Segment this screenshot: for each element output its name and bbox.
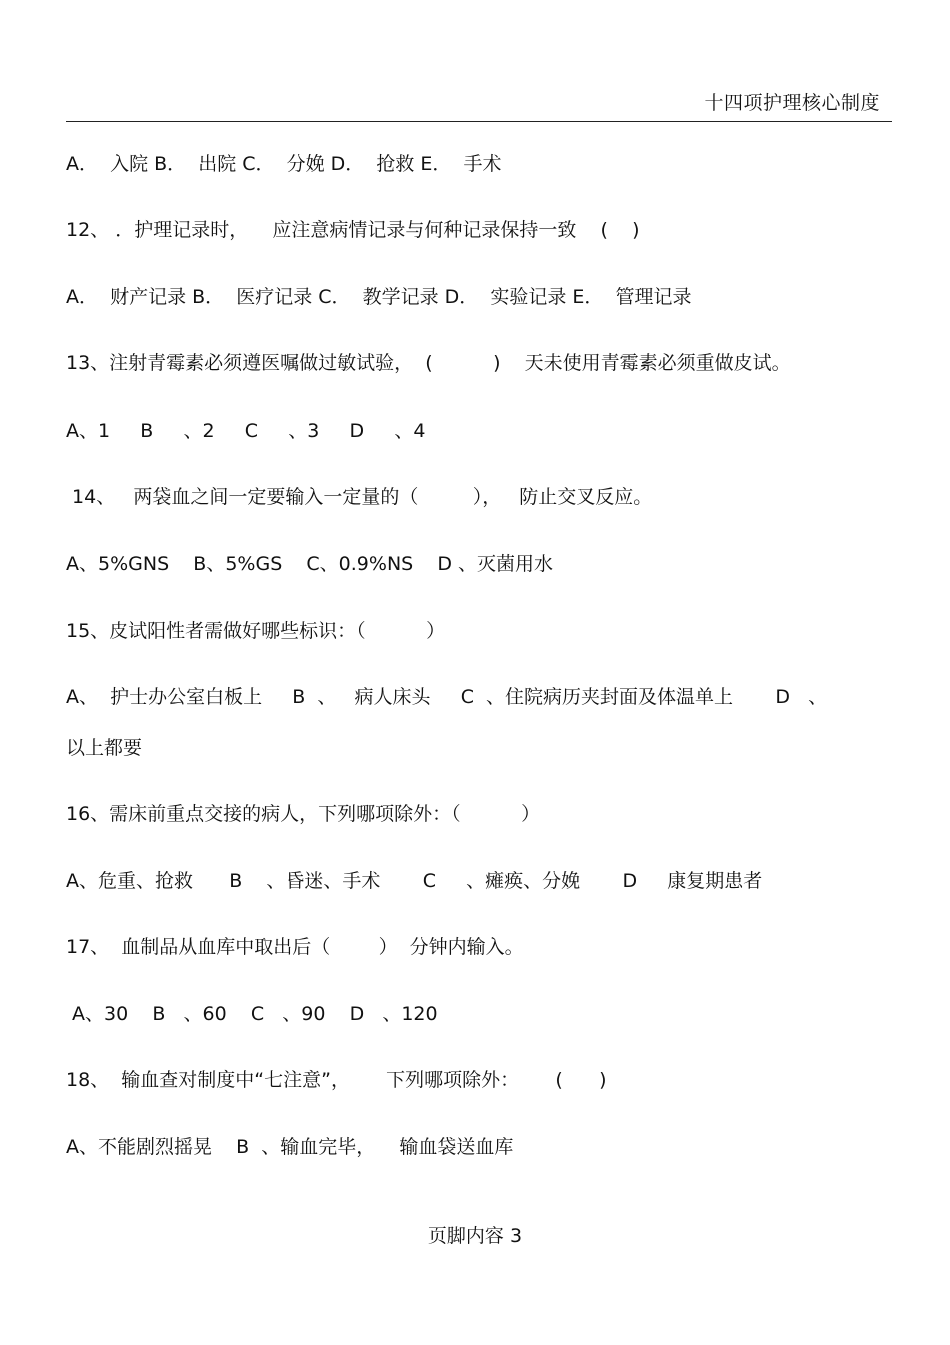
page-header-title: 十四项护理核心制度: [704, 92, 880, 114]
option-line-q13: A、1 B 、2 C 、3 D 、4: [66, 420, 426, 442]
option-line-q18: A、不能剧烈摇晃 B 、输血完毕， 输血袋送血库: [66, 1136, 514, 1158]
question-16: 16、需床前重点交接的病人，下列哪项除外：（ ）: [66, 803, 541, 825]
option-line-q16: A、危重、抢救 B 、昏迷、手术 C 、瘫痪、分娩 D 康复期患者: [66, 870, 763, 892]
option-line-q12: A． 财产记录 B． 医疗记录 C． 教学记录 D． 实验记录 E． 管理记录: [66, 286, 692, 308]
option-line-q15: A、 护士办公室白板上 B 、 病人床头 C 、住院病历夹封面及体温单上 D 、: [66, 686, 828, 708]
question-17: 17、 血制品从血库中取出后（ ） 分钟内输入。: [66, 936, 524, 958]
page-footer: 页脚内容 3: [427, 1225, 523, 1247]
option-line-q17: A、30 B 、60 C 、90 D 、120: [66, 1003, 438, 1025]
option-line-q15-cont: 以上都要: [66, 737, 143, 759]
question-14: 14、 两袋血之间一定要输入一定量的（ ）， 防止交叉反应。: [66, 486, 653, 508]
option-line-q14: A、5%GNS B、5%GS C、0.9%NS D 、灭菌用水: [66, 553, 554, 575]
option-line-q11: A． 入院 B． 出院 C． 分娩 D． 抢救 E． 手术: [66, 153, 502, 175]
header-divider: [66, 121, 892, 122]
question-12: 12、 ．护理记录时， 应注意病情记录与何种记录保持一致 ( ): [66, 219, 640, 241]
question-15: 15、皮试阳性者需做好哪些标识：（ ）: [66, 620, 446, 642]
question-18: 18、 输血查对制度中“七注意”， 下列哪项除外： ( ): [66, 1069, 607, 1091]
question-13: 13、注射青霉素必须遵医嘱做过敏试验， ( ) 天未使用青霉素必须重做皮试。: [66, 352, 791, 374]
